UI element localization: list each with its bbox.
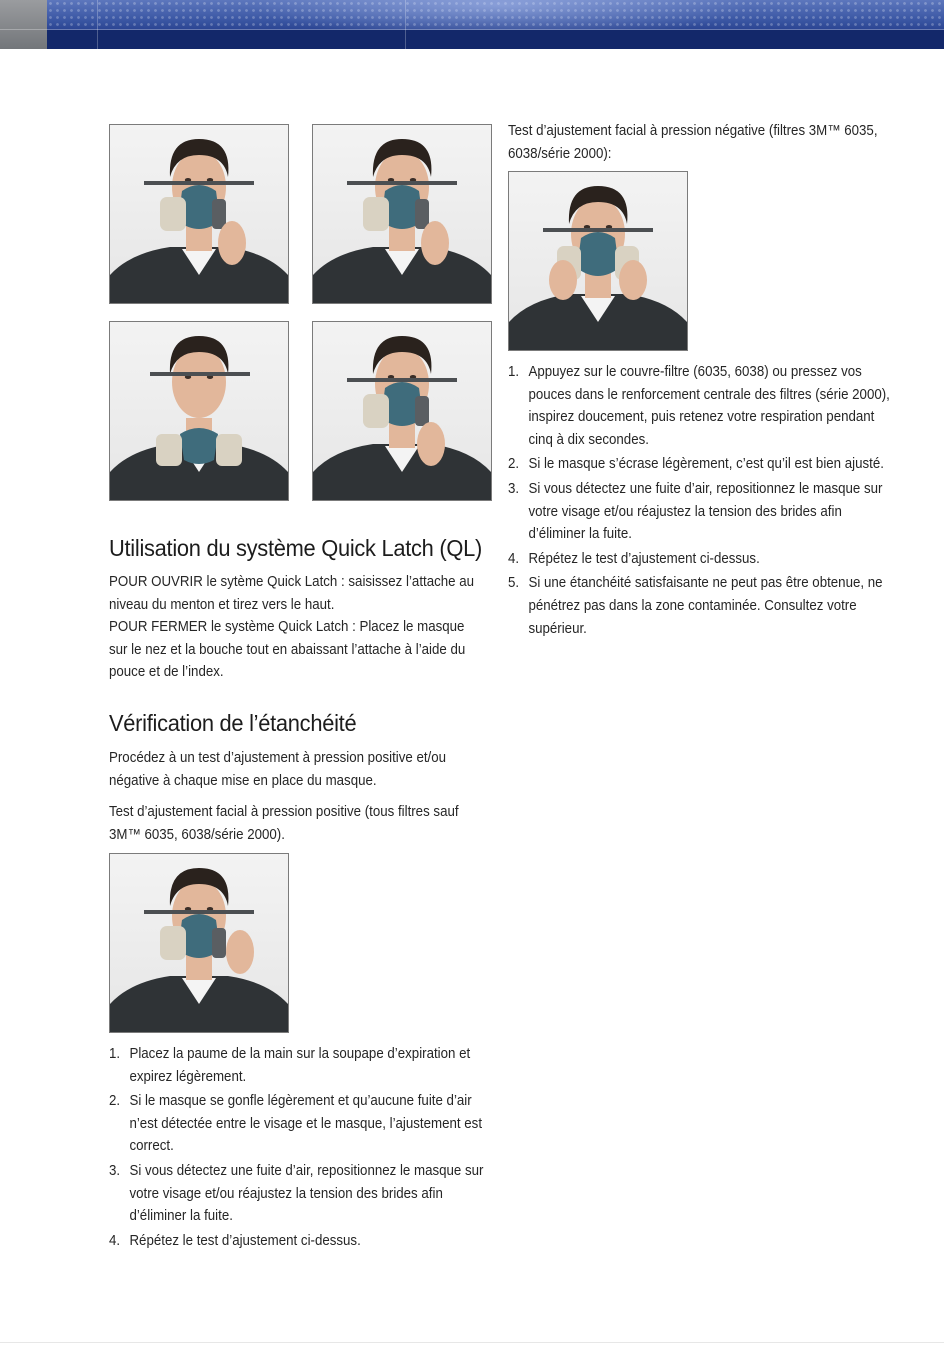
step-number: 4. (109, 1232, 121, 1249)
list-item (508, 572, 894, 640)
negative-test-steps (508, 361, 894, 642)
photo-negative-pressure-test (508, 171, 688, 351)
positive-test-title: Test d’ajustement facial à pression positive (tous filtres sauf 3M™ 6035, 6038/série 2000). (109, 804, 459, 843)
photo-positive-pressure-test (109, 853, 289, 1033)
hand-shape (549, 260, 577, 300)
filter-cartridge (363, 394, 389, 428)
filter-cartridge (156, 434, 182, 466)
list-item (109, 1090, 486, 1158)
step-text: Si vous détectez une fuite d’air, repositionnez le masque sur votre visage et/ou réajustez la tension des brides afin d’éliminer la fuite. (528, 480, 883, 543)
section-heading-quick-latch: Utilisation du système Quick Latch (QL) (109, 535, 482, 561)
positive-test-steps (109, 1043, 486, 1254)
step-number: 1. (109, 1046, 121, 1062)
step-number: 1. (508, 364, 520, 380)
photo-ql-dropped (109, 321, 289, 501)
step-number: 2. (109, 1093, 121, 1110)
header-banner (0, 0, 944, 49)
step-number: 4. (508, 550, 520, 567)
list-item (508, 361, 894, 451)
filter-cartridge (160, 926, 186, 960)
step-text: Appuyez sur le couvre-filtre (6035, 6038) ou pressez vos pouces dans le renforcement centrale des filtres (série 2000), inspirez doucement, puis retenez votre respiration pendant cinq à dix secondes. (528, 364, 890, 448)
photo-ql-open-2 (312, 124, 492, 304)
banner-grey-block (0, 0, 47, 49)
banner-divider (0, 29, 944, 30)
filter-cartridge (212, 199, 226, 229)
seal-check-intro: Procédez à un test d’ajustement à pression positive et/ou négative à chaque mise en place du masque. (109, 750, 447, 789)
respirator-photo-illustration (110, 125, 288, 303)
respirator-photo-illustration (313, 125, 491, 303)
list-item (109, 1230, 486, 1253)
list-item (508, 478, 894, 546)
step-text: Répétez le test d’ajustement ci-dessus. (129, 1232, 361, 1249)
step-number: 2. (508, 456, 520, 473)
hand-shape (417, 422, 445, 466)
list-item (508, 453, 894, 476)
step-text: Si le masque s’écrase légèrement, c’est qu’il est bien ajusté. (528, 456, 884, 473)
ql-close-instructions: POUR FERMER le système Quick Latch : Placez le masque sur le nez et la bouche tout en abaissant l’attache à l’aide du pouce et de l’index. (109, 619, 466, 680)
negative-test-title: Test d’ajustement facial à pression négative (filtres 3M™ 6035, 6038/série 2000): (508, 123, 878, 162)
step-text: Si le masque se gonfle légèrement et qu’aucune fuite d’air n’est détectée entre le visage et le masque, l’ajustement est correct. (129, 1093, 483, 1155)
list-item (109, 1160, 486, 1228)
mask-body (577, 232, 619, 276)
filter-cartridge (216, 434, 242, 466)
hand-shape (218, 221, 246, 265)
step-number: 3. (109, 1162, 121, 1179)
respirator-photo-illustration (509, 172, 687, 350)
respirator-photo-illustration (313, 322, 491, 500)
filter-cartridge (212, 928, 226, 958)
respirator-photo-illustration (110, 322, 288, 500)
hand-shape (421, 221, 449, 265)
step-text: Si une étanchéité satisfaisante ne peut pas être obtenue, ne pénétrez pas dans la zone contaminée. Consultez votre supérieur. (528, 575, 883, 637)
list-item (508, 548, 894, 571)
filter-cartridge (363, 197, 389, 231)
step-text: Si vous détectez une fuite d’air, repositionnez le masque sur votre visage et/ou réajustez la tension des brides afin d’éliminer la fuite. (129, 1162, 484, 1225)
banner-divider (405, 0, 406, 49)
banner-dark-band (47, 30, 944, 49)
ql-open-instructions: POUR OUVRIR le sytème Quick Latch : saisissez l’attache au niveau du menton et tirez vers le haut. (109, 574, 475, 613)
hand-shape (619, 260, 647, 300)
mask-body (180, 428, 218, 464)
step-number: 3. (508, 480, 520, 497)
step-text: Répétez le test d’ajustement ci-dessus. (528, 550, 760, 567)
filter-cartridge (415, 199, 429, 229)
respirator-photo-illustration (110, 854, 288, 1032)
section-heading-seal-check: Vérification de l’étanchéité (109, 710, 357, 736)
filter-cartridge (160, 197, 186, 231)
hand-shape (226, 930, 254, 974)
photo-ql-close (312, 321, 492, 501)
photo-ql-open-1 (109, 124, 289, 304)
step-text: Placez la paume de la main sur la soupape d’expiration et expirez légèrement. (129, 1046, 471, 1085)
footer-rule (0, 1342, 944, 1343)
filter-cartridge (415, 396, 429, 426)
list-item (109, 1043, 486, 1088)
banner-divider (97, 0, 98, 49)
step-number: 5. (508, 575, 520, 592)
